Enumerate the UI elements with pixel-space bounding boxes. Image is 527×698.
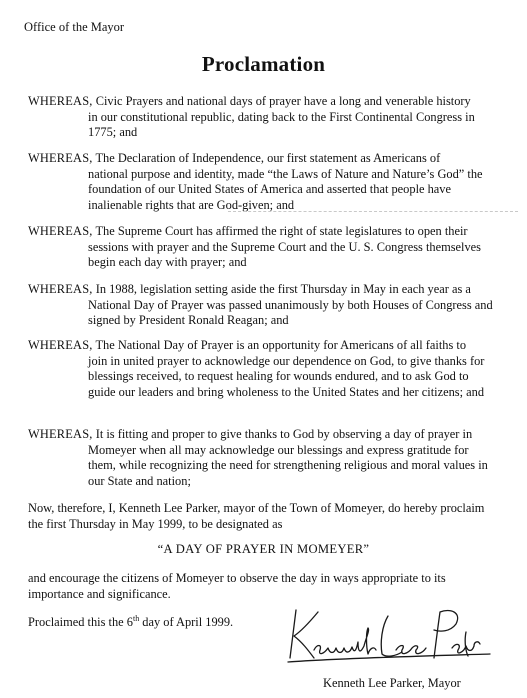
whereas-clause-2 [28,151,498,213]
clause-continuation: in our constitutional republic, dating back to the First Continental Congress in 1775; and [88,109,475,140]
clause-first-line: The National Day of Prayer is an opportunity for Americans of all faiths to [95,338,467,352]
clause-continuation: Momeyer when all may acknowledge our blessings and express gratitude for them, while recognizing the need for strengthening religious and moral values in our State and nation; [88,442,488,488]
clause-continuation: sessions with prayer and the Supreme Court and the U. S. Congress themselves begin each day with prayer; and [88,239,481,270]
page-title: Proclamation [201,52,326,76]
mayor-signature [284,602,494,672]
whereas-word: WHEREAS, [28,338,93,352]
whereas-clause-6 [28,427,498,489]
proclaimed-prefix: Proclaimed this the 6 [28,615,133,630]
whereas-clause-4 [28,282,498,329]
whereas-word: WHEREAS, [28,427,93,441]
proclaimed-suffix: day of April 1999. [139,615,234,630]
whereas-clause-1 [28,94,498,141]
resolution-paragraph: Now, therefore, I, Kenneth Lee Parker, mayor of the Town of Momeyer, do hereby proclaim the first Thursday in May 1999, to be designated as [28,501,485,531]
clause-continuation: National Day of Prayer was passed unanimously by both Houses of Congress and signed by President Ronald Reagan; and [88,297,493,328]
clause-first-line: Civic Prayers and national days of prayer have a long and venerable history [95,94,471,108]
clause-first-line: The Declaration of Independence, our first statement as Americans of [95,151,441,165]
whereas-word: WHEREAS, [28,151,93,165]
clause-continuation: join in united prayer to acknowledge our dependence on God, to give thanks for blessings received, to request healing for wounds endured, and to ask God to guide our leaders and bring wholeness to the United States and her citizens; and [88,353,485,399]
ordinal-suffix: th [132,614,140,623]
whereas-clause-5 [28,338,498,400]
whereas-clause-3 [28,224,498,271]
signer-name: Kenneth Lee Parker, Mayor [323,676,461,690]
whereas-word: WHEREAS, [28,282,93,296]
clause-first-line: It is fitting and proper to give thanks to God by observing a day of prayer in [95,427,473,441]
scan-artifact-line [228,211,518,212]
proclaimed-date [28,614,233,630]
clause-continuation: national purpose and identity, made “the Laws of Nature and Nature’s God” the foundation of our United States of America and asserted that people have inalienable rights that are God-given; and [88,166,483,212]
encourage-paragraph: and encourage the citizens of Momeyer to observe the day in ways appropriate to its importance and significance. [28,571,446,601]
clause-first-line: The Supreme Court has affirmed the right of state legislatures to open their [95,224,468,238]
office-heading: Office of the Mayor [24,20,125,34]
clause-first-line: In 1988, legislation setting aside the first Thursday in May in each year as a [95,282,471,296]
designation-line: “A DAY OF PRAYER IN MOMEYER” [157,542,370,556]
whereas-word: WHEREAS, [28,94,93,108]
whereas-word: WHEREAS, [28,224,93,238]
